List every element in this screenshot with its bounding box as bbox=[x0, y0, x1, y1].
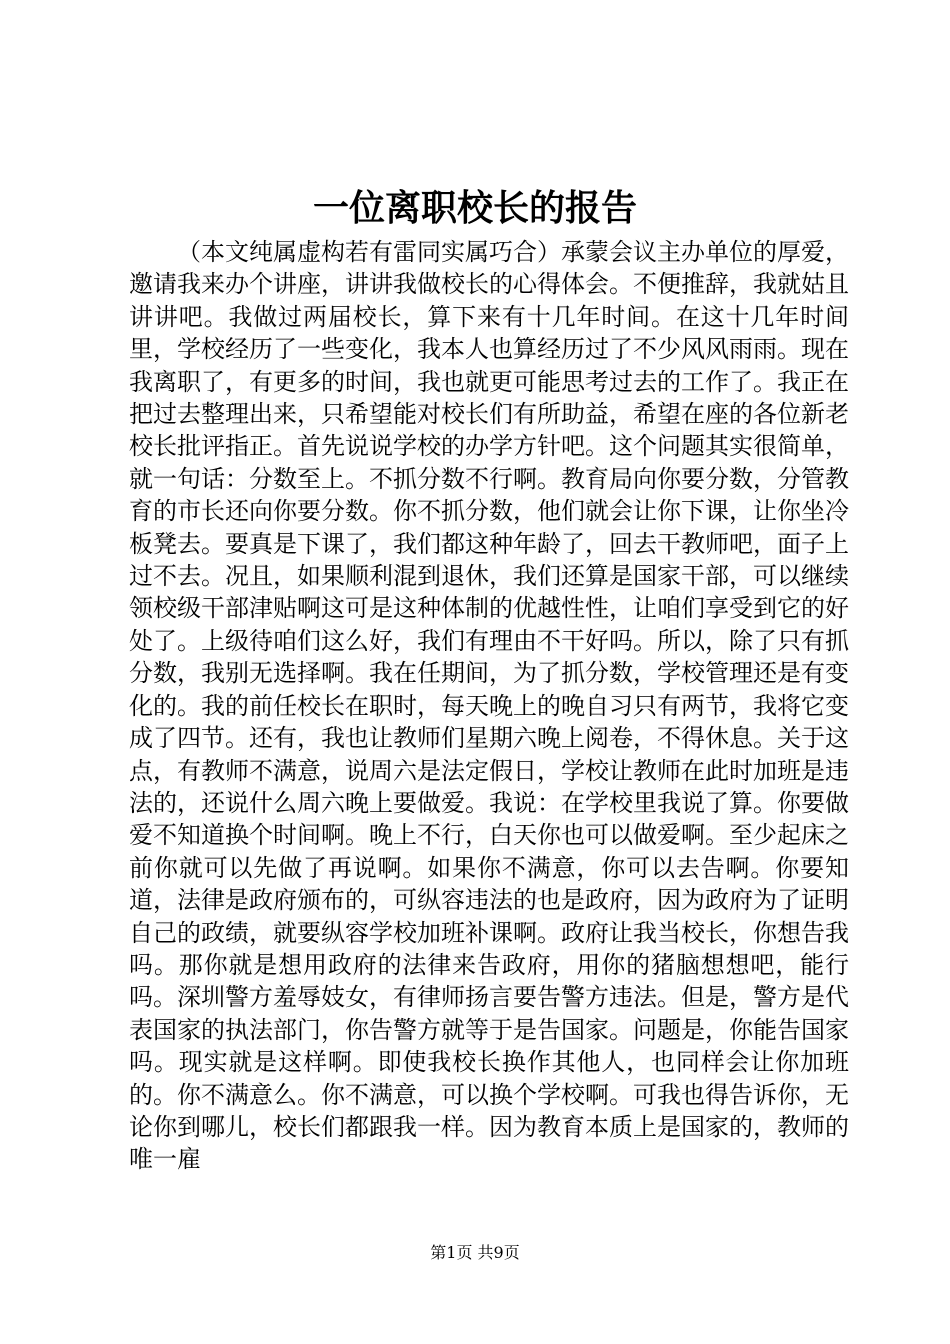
page-number-footer: 第1页 共9页 bbox=[430, 1243, 520, 1262]
document-body-paragraph: （本文纯属虚构若有雷同实属巧合）承蒙会议主办单位的厚爱，邀请我来办个讲座，讲讲我做校长的心得体会。不便推辞，我就姑且讲讲吧。我做过两届校长，算下来有十几年时间。在这十几年时间里，学校经历了一些变化，我本人也算经历过了不少风风雨雨。现在我离职了，有更多的时间，我也就更可能思考过去的工作了。我正在把过去整理出来，只希望能对校长们有所助益，希望在座的各位新老校长批评指正。首先说说学校的办学方针吧。这个问题其实很简单，就一句话：分数至上。不抓分数不行啊。教育局向你要分数，分管教育的市长还向你要分数。你不抓分数，他们就会让你下课，让你坐冷板凳去。要真是下课了，我们都这种年龄了，回去干教师吧，面子上过不去。况且，如果顺利混到退休，我们还算是国家干部，可以继续领校级干部津贴啊这可是这种体制的优越性性，让咱们享受到它的好处了。上级待咱们这么好，我们有理由不干好吗。所以，除了只有抓分数，我别无选择啊。我在任期间，为了抓分数，学校管理还是有变化的。我的前任校长在职时，每天晚上的晚自习只有两节，我将它变成了四节。还有，我也让教师们星期六晚上阅卷，不得休息。关于这点，有教师不满意，说周六是法定假日，学校让教师在此时加班是违法的，还说什么周六晚上要做爱。我说：在学校里我说了算。你要做爱不知道换个时间啊。晚上不行，白天你也可以做爱啊。至少起床之前你就可以先做了再说啊。如果你不满意，你可以去告啊。你要知道，法律是政府颁布的，可纵容违法的也是政府，因为政府为了证明自己的政绩，就要纵容学校加班补课啊。政府让我当校长，你想告我吗。那你就是想用政府的法律来告政府，用你的猪脑想想吧，能行吗。深圳警方羞辱妓女，有律师扬言要告警方违法。但是，警方是代表国家的执法部门，你告警方就等于是告国家。问题是，你能告国家吗。现实就是这样啊。即使我校长换作其他人，也同样会让你加班的。你不满意么。你不满意，可以换个学校啊。可我也得告诉你，无论你到哪儿，校长们都跟我一样。因为教育本质上是国家的，教师的唯一雇 bbox=[129, 238, 849, 1174]
document-title: 一位离职校长的报告 bbox=[312, 187, 637, 229]
